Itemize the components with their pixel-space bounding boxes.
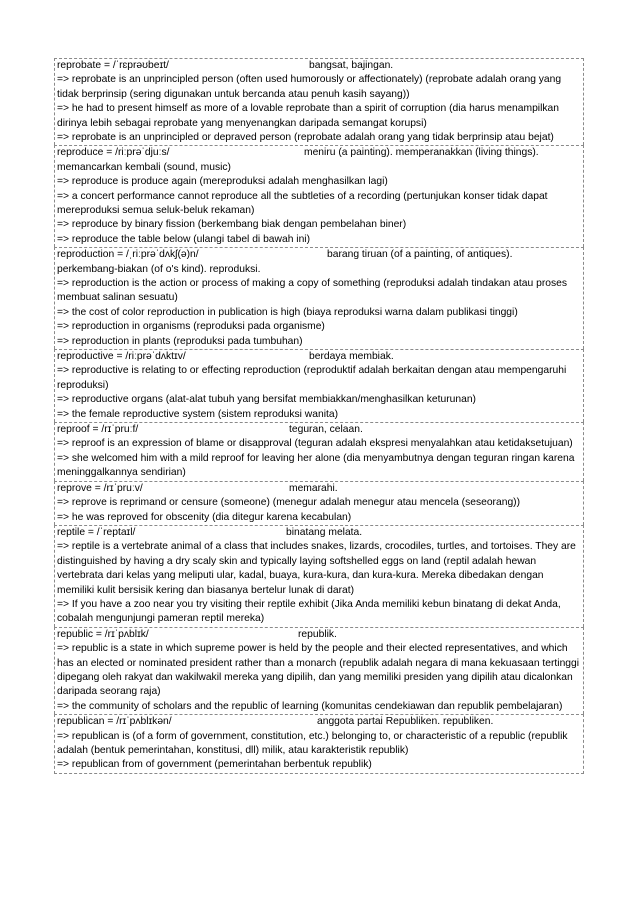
example-line: => a concert performance cannot reproduce all the subtleties of a recording (pertunjukan konser tidak dapat mereproduksi semua seluk-beluk rekaman)	[57, 190, 548, 217]
example-line: => reproduction is the action or process of making a copy of something (reproduksi adalah tindakan atau proses membuat salinan sesuatu)	[57, 278, 567, 304]
entry-term: reptile = /ˈreptaɪl/	[57, 526, 136, 538]
example-line: => the cost of color reproduction in publication is high (biaya reproduksi warna dalam publikasi tinggi)	[57, 306, 518, 318]
dictionary-entry	[54, 349, 584, 422]
entry-headline	[57, 423, 582, 437]
dictionary-entry	[54, 422, 584, 481]
entry-term: reproof = /rɪˈpruːf/	[57, 424, 139, 436]
example-line: => reprove is reprimand or censure (someone) (menegur adalah menegur atau mencela (seseorang))	[57, 497, 521, 509]
entry-headline	[57, 628, 582, 642]
example-line: => reproduce is produce again (mereproduksi adalah menghasilkan lagi)	[57, 176, 388, 188]
example-line: => reproduction in plants (reproduksi pada tumbuhan)	[57, 335, 303, 347]
example-line: => reproof is an expression of blame or disapproval (teguran adalah ekspresi menyalahkan atau ketidaksetujuan)	[57, 438, 573, 450]
example-line: => she welcomed him with a mild reproof for leaving her alone (dia menyambutnya dengan teguran ringan karena meninggalkannya sendirian)	[57, 452, 575, 479]
example-line: => republican from of government (pemerintahan berbentuk republik)	[57, 759, 372, 771]
entry-term: reproduce = /riːprəˈdjuːs/	[57, 147, 170, 159]
entry-meaning: memarahi.	[289, 482, 338, 494]
dictionary-entry	[54, 145, 584, 247]
example-line: => republic is a state in which supreme power is held by the people and their elected representatives, and which has an elected or nominated president rather than a monarch (republik adalah negara di mana kekuasaan tertinggi dipegang oleh rakyat dan wakilwakil mereka yang dipilih, dan yang memiliki presiden yang dipilih atau dicalonkan daripada seorang raja)	[57, 643, 580, 698]
entry-term: republic = /rɪˈpʌblɪk/	[57, 628, 149, 640]
dictionary-entry	[54, 714, 584, 774]
entry-headline	[57, 146, 582, 160]
entry-headline	[57, 526, 582, 540]
entry-meaning: meniru (a painting). memperanakkan (living things).	[304, 147, 539, 159]
example-line: => reproductive organs (alat-alat tubuh yang bersifat membiakkan/menghasilkan keturunan)	[57, 394, 476, 406]
entry-meaning: bangsat, bajingan.	[309, 60, 394, 71]
example-line: => the female reproductive system (sistem reproduksi wanita)	[57, 408, 338, 420]
entry-meaning-continued: perkembang-biakan (of o's kind). reproduksi.	[57, 263, 261, 275]
example-line: => reprobate is an unprincipled person (often used humorously or affectionately) (reprobate adalah orang yang tidak berprinsip (sering digunakan untuk bercanda atau penuh kasih sayang))	[57, 74, 562, 100]
example-line: => republican is (of a form of government, constitution, etc.) belonging to, or characteristic of a republic (republik adalah (bentuk pemerintahan, konstitusi, dll) milik, atau karakteristik republik)	[57, 730, 568, 756]
entry-meaning: anggota partai Republiken. republiken.	[317, 716, 494, 728]
entry-term: reprove = /rɪˈpruːv/	[57, 482, 143, 494]
example-line: => he had to present himself as more of a lovable reprobate than a spirit of corruption (dia harus menampilkan dirinya lebih sebagai reprobate yang menyenangkan daripada semangat korupsi)	[57, 103, 559, 129]
example-line: => reproduce by binary fission (berkembang biak dengan pembelahan biner)	[57, 219, 407, 231]
dictionary-entry	[54, 627, 584, 714]
example-line: => reptile is a vertebrate animal of a class that includes snakes, lizards, crocodiles, turtles, and tortoises. They are distinguished by having a dry scaly skin and typically laying softshelled eggs on land (reptil adalah hewan vertebrata dari kelas yang meliputi ular, kadal, buaya, kura-kura, dan kura-kura. Mereka dibedakan dengan memiliki kulit bersisik kering dan biasanya bertelur lunak di darat)	[57, 541, 576, 596]
entry-headline	[57, 248, 582, 262]
example-line: => If you have a zoo near you try visiting their reptile exhibit (Jika Anda memiliki kebun binatang di dekat Anda, cobalah mengunjungi pameran reptil mereka)	[57, 598, 561, 625]
entry-term: reprobate = /ˈrɛprəʊbeɪt/	[57, 60, 169, 71]
dictionary-page	[54, 58, 584, 774]
entry-meaning-continued: memancarkan kembali (sound, music)	[57, 161, 231, 173]
example-line: => reprobate is an unprincipled or depraved person (reprobate adalah orang yang tidak berprinsip atau bejat)	[57, 132, 554, 144]
example-line: => reproduce the table below (ulangi tabel di bawah ini)	[57, 233, 311, 245]
example-line: => reproduction in organisms (reproduksi pada organisme)	[57, 321, 325, 333]
entry-term: reproductive = /riːprəˈdʌktɪv/	[57, 351, 186, 363]
entry-meaning: berdaya membiak.	[309, 351, 394, 363]
entry-meaning: republik.	[298, 628, 337, 640]
entry-meaning: barang tiruan (of a painting, of antiques).	[327, 249, 513, 261]
dictionary-entry	[54, 58, 584, 145]
entry-term: reproduction = /ˌriːprəˈdʌkʃ(ə)n/	[57, 249, 199, 261]
entry-headline	[57, 482, 582, 496]
entry-headline	[57, 715, 582, 729]
entry-term: republican = /rɪˈpʌblɪkən/	[57, 716, 172, 728]
dictionary-entry	[54, 247, 584, 349]
example-line: => he was reproved for obscenity (dia ditegur karena kecabulan)	[57, 511, 352, 523]
dictionary-entry	[54, 481, 584, 525]
entry-headline	[57, 350, 582, 364]
entry-headline	[57, 59, 582, 73]
example-line: => the community of scholars and the republic of learning (komunitas cendekiawan dan republik pembelajaran)	[57, 700, 563, 712]
dictionary-entry	[54, 525, 584, 627]
entry-meaning: teguran, celaan.	[289, 424, 363, 436]
example-line: => reproductive is relating to or effecting reproduction (reproduktif adalah berkaitan dengan atau mempengaruhi reproduksi)	[57, 365, 567, 391]
entry-meaning: binatang melata.	[286, 526, 363, 538]
